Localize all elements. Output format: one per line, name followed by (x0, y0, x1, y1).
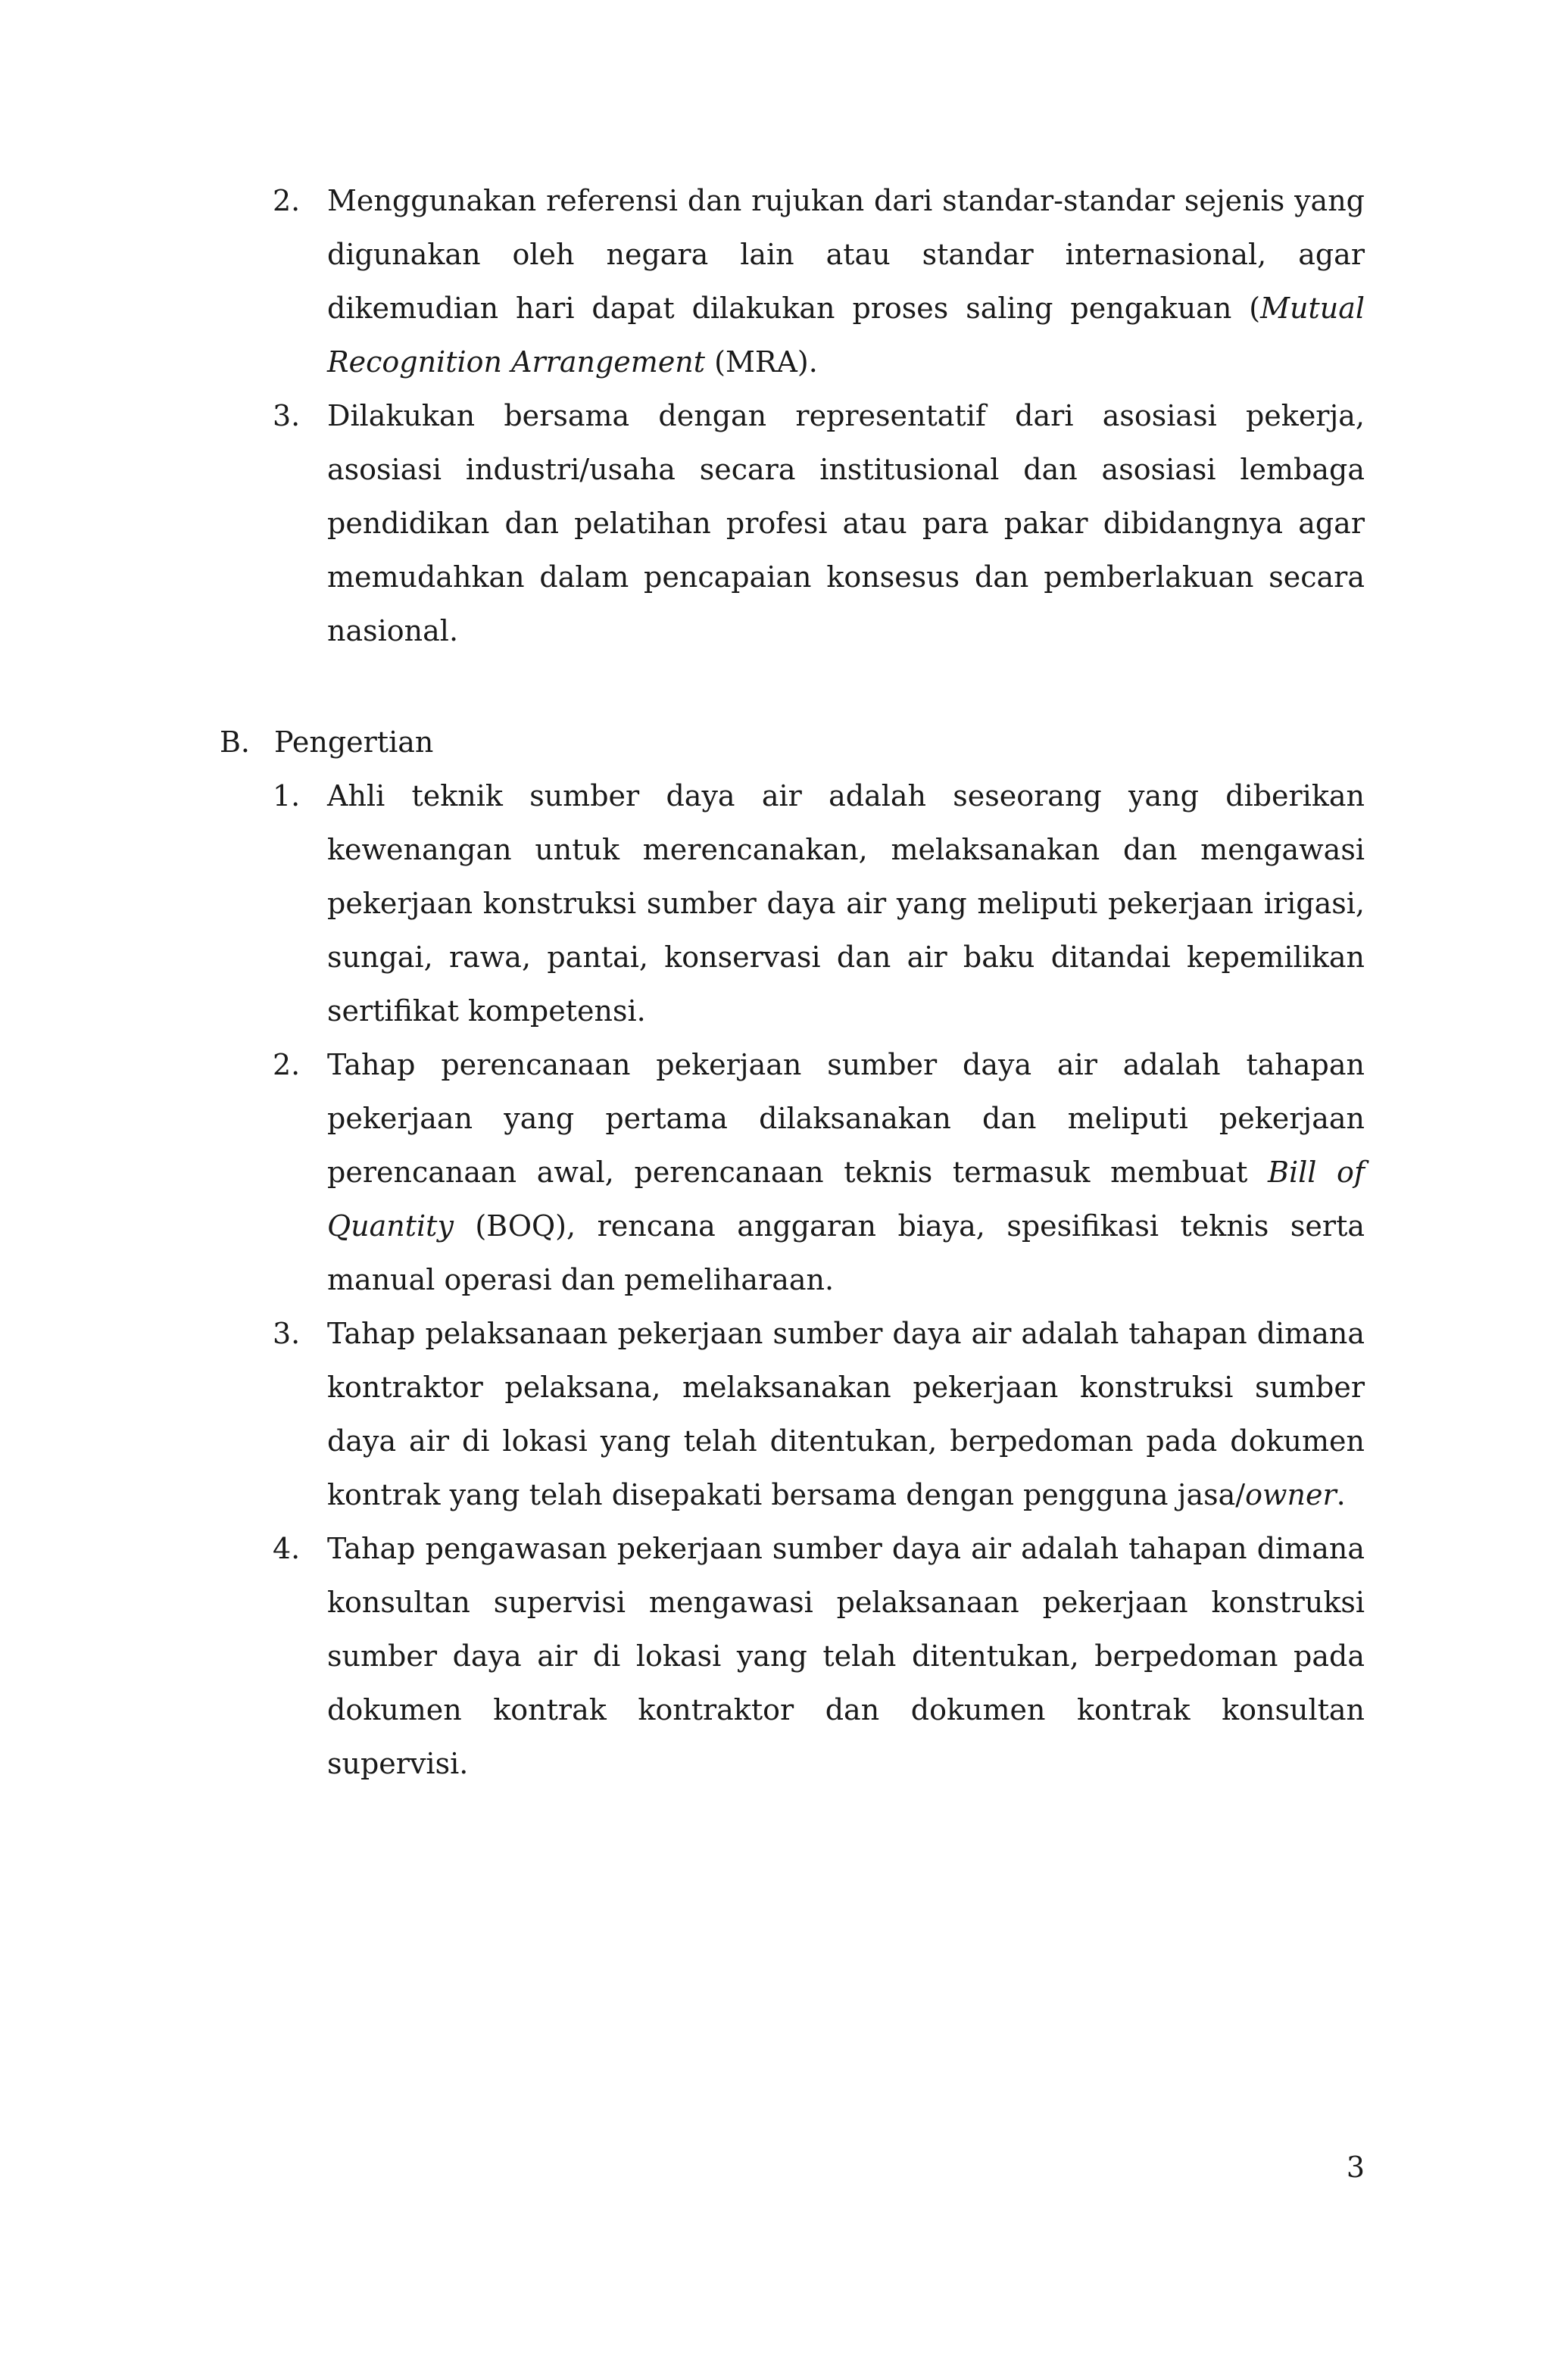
list-item-number: 3. (273, 1317, 301, 1350)
list-item-number: 3. (273, 399, 301, 432)
list-item-text: Tahap pelaksanaan pekerjaan sumber daya air adalah tahapan dimana kontraktor pelaksana, melaksanakan pekerjaan konstruksi sumber daya air di lokasi yang telah ditentukan, berpedoman pada dokumen kontrak yang telah disepakati bersama dengan pengguna jasa/ (327, 1317, 1365, 1511)
list-item (273, 1522, 1365, 1791)
list-item-text-end: (MRA). (705, 345, 818, 379)
list-item (273, 1038, 1365, 1307)
section-heading-b (220, 716, 433, 769)
definitions-list (273, 769, 1365, 1791)
list-item-number: 2. (273, 184, 301, 217)
list-item-text: Ahli teknik sumber daya air adalah seseorang yang diberikan kewenangan untuk merencanakan, melaksanakan dan mengawasi pekerjaan konstruksi sumber daya air yang meliputi pekerjaan irigasi, sungai, rawa, pantai, konservasi dan air baku ditandai kepemilikan sertifikat kompetensi. (327, 779, 1365, 1028)
list-item-italic-term: Mutual Recognition Arrangement (327, 292, 1365, 379)
page-number: 3 (1346, 2151, 1365, 2184)
list-item (273, 174, 1365, 389)
list-item (273, 769, 1365, 1038)
list-item-number: 1. (273, 779, 301, 813)
principles-list (273, 174, 1365, 658)
list-item-text: Tahap perencanaan pekerjaan sumber daya air adalah tahapan pekerjaan yang pertama dilaksanakan dan meliputi pekerjaan perencanaan awal, perencanaan teknis termasuk membuat (327, 1048, 1365, 1189)
section-letter: B. (220, 725, 251, 759)
list-item (273, 1307, 1365, 1522)
list-item-text-end: (BOQ), rencana anggaran biaya, spesifikasi teknis serta manual operasi dan pemeliharaan. (327, 1209, 1365, 1296)
list-item-text-end: . (1336, 1478, 1346, 1511)
list-item-italic-term: owner (1245, 1478, 1337, 1511)
list-item-number: 4. (273, 1532, 301, 1565)
list-item (273, 389, 1365, 658)
section-title: Pengertian (274, 725, 434, 759)
list-item-text: Dilakukan bersama dengan representatif dari asosiasi pekerja, asosiasi industri/usaha secara institusional dan asosiasi lembaga pendidikan dan pelatihan profesi atau para pakar dibidangnya agar memudahkan dalam pencapaian konsesus dan pemberlakuan secara nasional. (327, 399, 1365, 647)
list-item-number: 2. (273, 1048, 301, 1081)
list-item-text: Menggunakan referensi dan rujukan dari standar-standar sejenis yang digunakan oleh negara lain atau standar internasional, agar dikemudian hari dapat dilakukan proses saling pengakuan ( (327, 184, 1365, 325)
list-item-text: Tahap pengawasan pekerjaan sumber daya air adalah tahapan dimana konsultan supervisi mengawasi pelaksanaan pekerjaan konstruksi sumber daya air di lokasi yang telah ditentukan, berpedoman pada dokumen kontrak kontraktor dan dokumen kontrak konsultan supervisi. (327, 1532, 1365, 1780)
list-item-italic-term: Bill of Quantity (327, 1156, 1365, 1243)
